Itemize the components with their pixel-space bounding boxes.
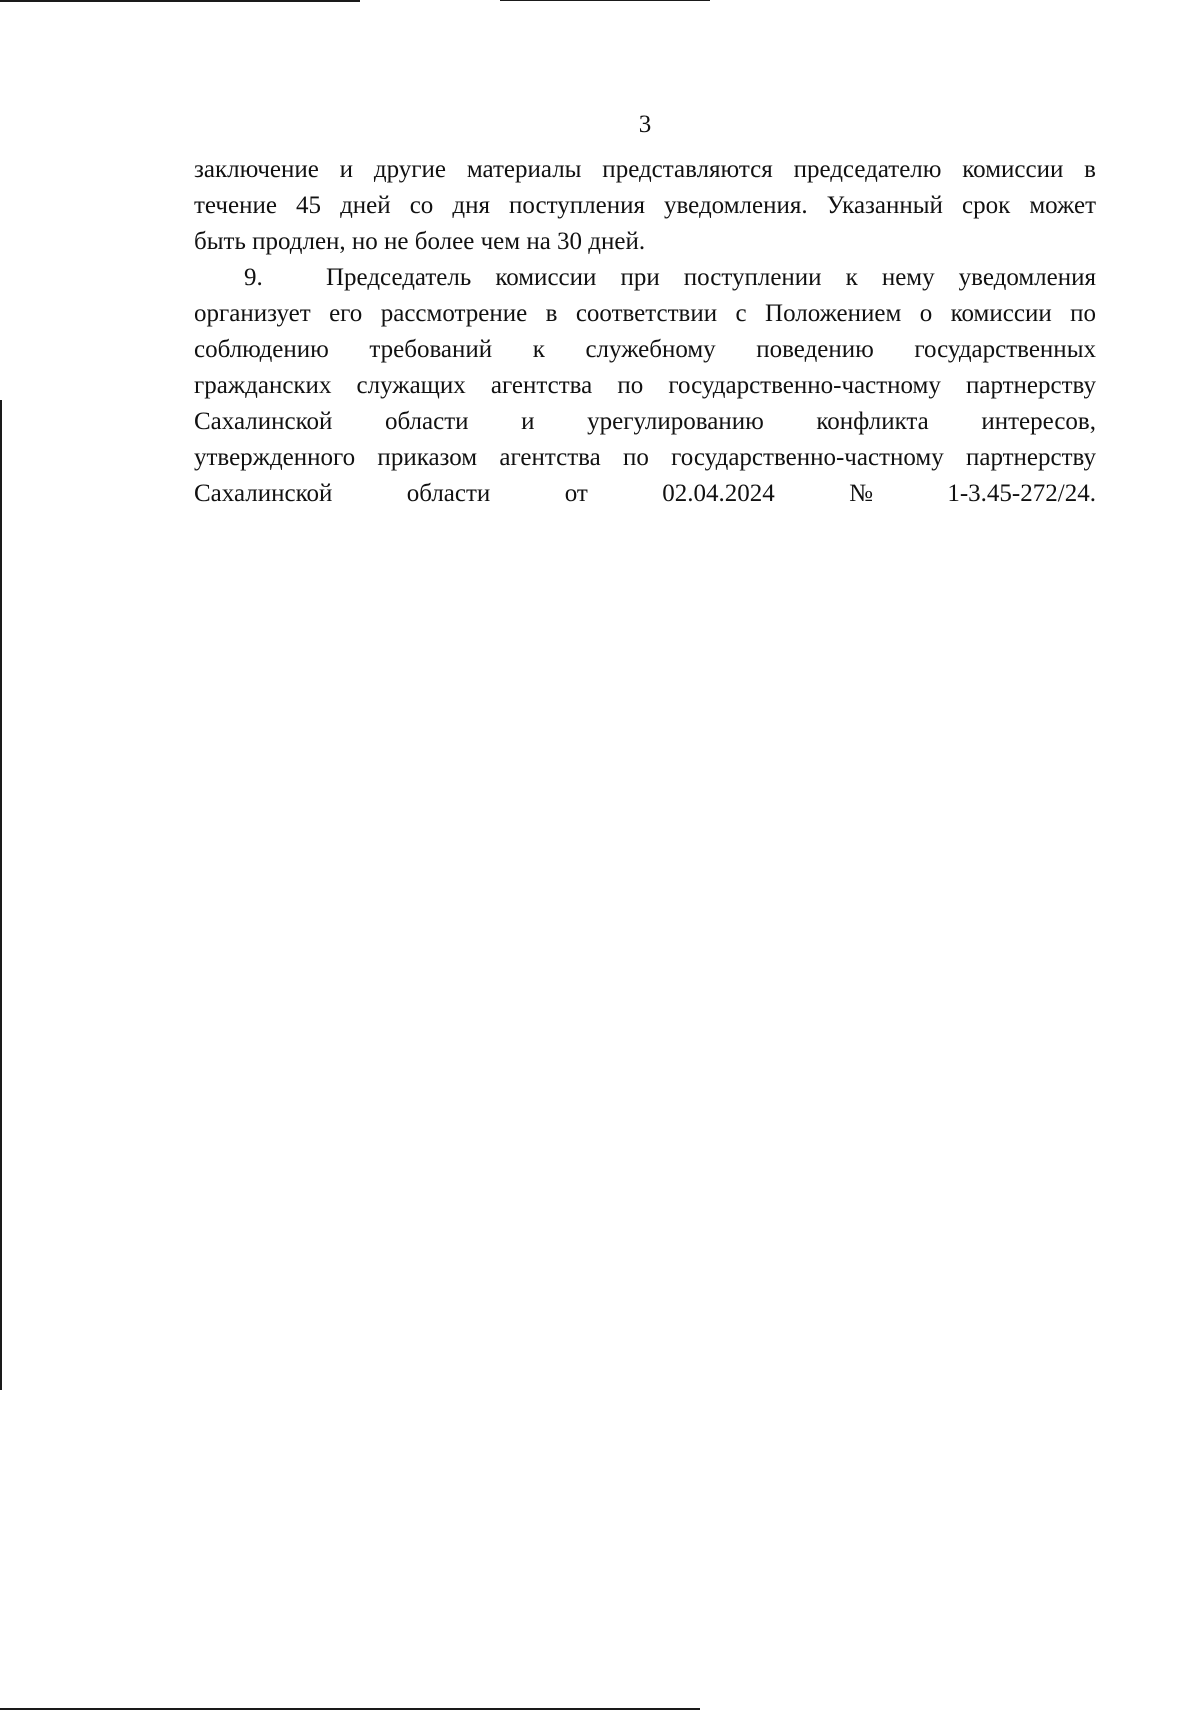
paragraph-continuation [194,152,1096,260]
page-number: 3 [638,111,652,138]
paragraph-first-line [194,260,1096,296]
text-line: заключение и другие материалы представляются председателю комиссии в [194,156,1096,183]
scan-edge-left [0,400,2,1390]
number-sign: № [849,480,873,507]
scan-edge-top-right [500,0,710,1]
paragraph-number: 9. [244,264,263,291]
ref-word: области [406,480,491,507]
scan-edge-top [0,0,360,2]
ref-word: Сахалинской [194,480,333,507]
text-line: гражданских служащих агентства по государственно-частному партнерству [194,372,1096,399]
text-line: Сахалинской области и урегулированию конфликта интересов, [194,408,1096,435]
ref-word: от [564,480,588,507]
text-line: быть продлен, но не более чем на 30 дней. [194,228,646,255]
order-number: 1-3.45-272/24. [947,480,1096,507]
order-reference-line [194,476,1096,512]
text-line: Председатель комиссии при поступлении к нему уведомления [326,264,1096,291]
paragraph-9 [194,260,1096,512]
text-line: соблюдению требований к служебному поведению государственных [194,336,1096,363]
text-line: организует его рассмотрение в соответствии с Положением о комиссии по [194,300,1096,327]
scan-edge-bottom [0,1708,700,1710]
text-line: утвержденного приказом агентства по государственно-частному партнерству [194,444,1096,471]
order-date: 02.04.2024 [662,480,775,507]
text-line: течение 45 дней со дня поступления уведомления. Указанный срок может [194,192,1096,219]
